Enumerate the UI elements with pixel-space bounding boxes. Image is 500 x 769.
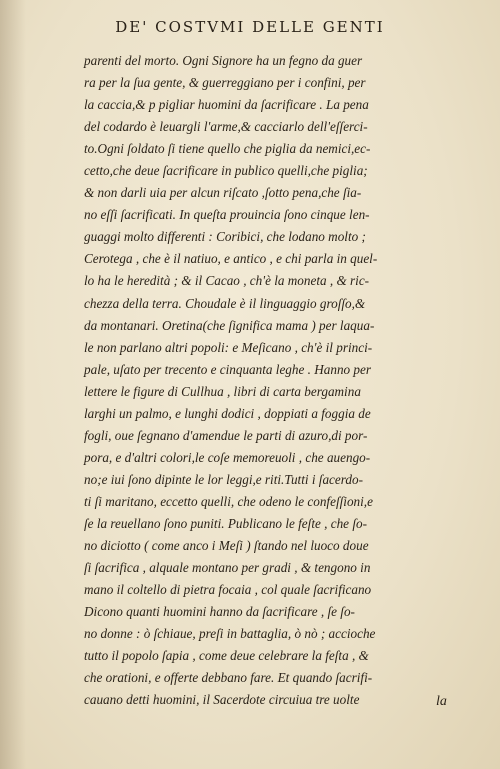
- text-line: & non darli uia per alcun riſcato ,ſotto pena,che ſia-: [84, 185, 362, 201]
- text-line: pale, uſato per trecento e cinquanta leghe . Hanno per: [84, 361, 372, 377]
- text-line: che orationi, e offerte debbano fare. Et quando ſacrifi-: [84, 670, 373, 686]
- text-line: parenti del morto. Ogni Signore ha un fegno da guer: [84, 53, 363, 68]
- text-line: larghi un palmo, e lunghi dodici , doppiati a foggia de: [84, 405, 371, 421]
- text-line: la caccia,& p pigliar huomini da ſacrificare . La pena: [84, 97, 369, 113]
- text-line: no diciotto ( come anco i Meſi ) ſtando nel luoco doue: [84, 538, 369, 554]
- text-line: cauano detti huomini, il Sacerdote circuiua tre uolte: [84, 692, 360, 708]
- text-line: ſe la reuellano ſono puniti. Publicano le feſte , che ſo-: [84, 515, 367, 531]
- text-line: fogli, oue ſegnano d'amendue le parti di azuro,di por-: [84, 427, 368, 443]
- text-line: no eſſi ſacrificati. In queſta prouincia ſono cinque len-: [84, 207, 370, 223]
- text-line: lo ha le heredità ; & il Cacao , ch'è la moneta , & ric-: [84, 273, 370, 289]
- text-line: ti ſi maritano, eccetto quelli, che odeno le confeſſioni,e: [84, 493, 373, 509]
- text-line: ſi ſacrifica , alquale montano per gradi , & tengono in: [84, 560, 371, 576]
- text-line: lettere le figure di Cullhua , libri di carta bergamina: [84, 383, 361, 399]
- text-line: ra per la ſua gente, & guerreggiano per i confini, per: [84, 75, 366, 91]
- body-text: [84, 50, 466, 711]
- text-line: to.Ogni ſoldato ſi tiene quello che piglia da nemici,ec-: [84, 141, 371, 157]
- text-line: del codardo è leuargli l'arme,& cacciarlo dell'eſſerci-: [84, 119, 368, 135]
- catchword: la: [436, 694, 447, 709]
- text-line: da montanari. Oretina(che ſignifica mama ) per laqua-: [84, 317, 375, 333]
- text-line: tutto il popolo ſapia , come deue celebrare la feſta , &: [84, 648, 369, 664]
- text-line: guaggi molto differenti : Coribici, che lodano molto ;: [84, 229, 366, 245]
- text-line: le non parlano altri popoli: e Meſicano , ch'è il princi-: [84, 339, 373, 355]
- text-line: Cerotega , che è il natiuo, e antico , e chi parla in quel-: [84, 251, 378, 267]
- running-head: DE' COSTVMI DELLE GENTI: [115, 18, 385, 36]
- text-line: mano il coltello di pietra focaia , col quale ſacrificano: [84, 582, 372, 598]
- text-line: no;e iui ſono dipinte le lor leggi,e riti.Tutti i ſacerdo-: [84, 471, 363, 487]
- text-line: cetto,che deue ſacrificare in publico quelli,che piglia;: [84, 163, 368, 179]
- text-line: pora, e d'altri colori,le coſe memoreuoli , che auengo-: [84, 449, 371, 465]
- text-line: Dicono quanti huomini hanno da ſacrificare , ſe ſo-: [84, 604, 355, 620]
- text-line: no donne : ò ſchiaue, preſi in battaglia, ò nò ; accioche: [84, 626, 376, 642]
- text-line: chezza della terra. Choudale è il linguaggio groſſo,&: [84, 295, 366, 311]
- page-gutter-shadow: [0, 0, 26, 769]
